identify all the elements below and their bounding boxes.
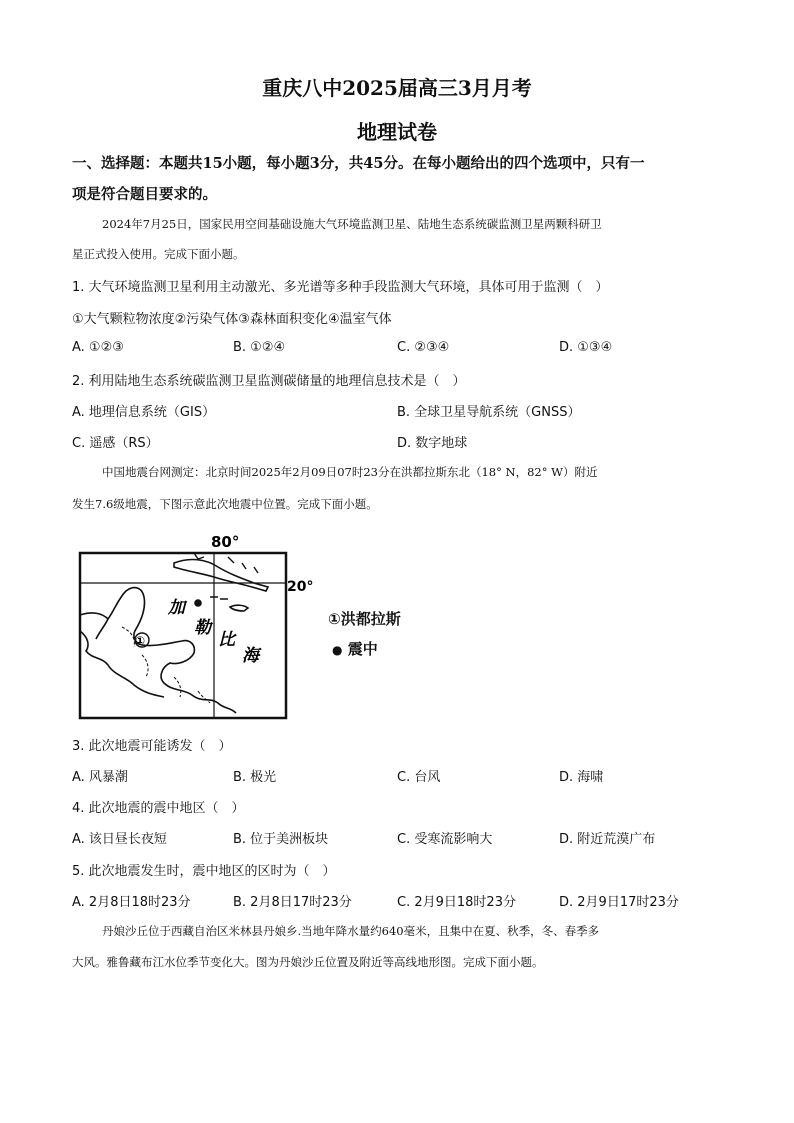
sea-char-3: 比: [218, 630, 235, 650]
passage1-line2: 星正式投入使用。完成下面小题。: [72, 247, 245, 261]
q3-option-b: B. 极光: [233, 770, 277, 785]
q5-option-b: B. 2月8日17时23分: [233, 895, 352, 910]
q4-option-b: B. 位于美洲板块: [233, 832, 329, 847]
legend-honduras: ①洪都拉斯: [328, 610, 401, 628]
q1-option-d: D. ①③④: [559, 340, 613, 355]
q1-option-b: B. ①②④: [233, 340, 286, 355]
q5-stem: 5. 此次地震发生时，震中地区的区时为（ ）: [72, 864, 336, 879]
q5-option-d: D. 2月9日17时23分: [559, 895, 679, 910]
q1-option-c: C. ②③④: [397, 340, 450, 355]
passage2-line2: 发生7.6级地震，下图示意此次地震中位置。完成下面小题。: [72, 497, 378, 511]
map-frame: [80, 553, 286, 718]
sea-char-2: 勒: [194, 618, 211, 638]
caribbean-earthquake-map: [78, 527, 314, 723]
q2-option-c: C. 遥感（RS）: [72, 436, 159, 451]
passage2-line1: 中国地震台网测定：北京时间2025年2月09日07时23分在洪都拉斯东北（18° N，82° W）附近: [102, 465, 598, 479]
exam-title: 重庆八中2025届高三3月月考: [262, 76, 532, 100]
q3-option-c: C. 台风: [397, 770, 441, 785]
q3-option-d: D. 海啸: [559, 770, 604, 785]
lon-80-label: 80°: [211, 533, 240, 551]
legend-epicenter-row: [332, 638, 378, 659]
q4-option-a: A. 该日昼长夜短: [72, 832, 167, 847]
q1-option-a: A. ①②③: [72, 340, 124, 355]
jamaica-island: [230, 605, 248, 611]
q1-stem: 1. 大气环境监测卫星利用主动激光、多光谱等多种手段监测大气环境，具体可用于监测（ ）: [72, 280, 609, 295]
section-heading-line1: 一、选择题：本题共15小题，每小题3分，共45分。在每小题给出的四个选项中，只有一: [72, 155, 645, 172]
q2-option-b: B. 全球卫星导航系统（GNSS）: [397, 405, 581, 420]
bahamas: [228, 557, 258, 573]
q2-option-a: A. 地理信息系统（GIS）: [72, 405, 216, 420]
exam-subtitle: 地理试卷: [357, 120, 437, 144]
lat-20-label: 20°: [287, 579, 314, 595]
q2-stem: 2. 利用陆地生态系统碳监测卫星监测碳储量的地理信息技术是（ ）: [72, 374, 466, 389]
section-heading-line2: 项是符合题目要求的。: [72, 186, 217, 203]
sea-char-4: 海: [242, 646, 259, 666]
q4-option-d: D. 附近荒漠广布: [559, 832, 656, 847]
q3-stem: 3. 此次地震可能诱发（ ）: [72, 739, 232, 754]
sea-char-1: 加: [168, 598, 185, 618]
passage1-line1: 2024年7月25日，国家民用空间基础设施大气环境监测卫星、陆地生态系统碳监测卫星两颗科研卫: [102, 217, 602, 231]
q1-items: ①大气颗粒物浓度②污染气体③森林面积变化④温室气体: [72, 312, 392, 327]
q3-option-a: A. 风暴潮: [72, 770, 128, 785]
passage3-line1: 丹娘沙丘位于西藏自治区米林县丹娘乡.当地年降水量约640毫米，且集中在夏、秋季，冬、春季多: [102, 924, 600, 938]
q5-option-c: C. 2月9日18时23分: [397, 895, 516, 910]
legend-epicenter-dot: ●: [332, 643, 343, 657]
cayman-islands: [210, 597, 228, 599]
epicenter-dot: [194, 599, 202, 607]
legend-epicenter-label: 震中: [347, 640, 378, 658]
q4-stem: 4. 此次地震的震中地区（ ）: [72, 801, 245, 816]
q2-option-d: D. 数字地球: [397, 436, 468, 451]
q4-option-c: C. 受寒流影响大: [397, 832, 493, 847]
central-america-coast: [80, 588, 236, 713]
passage3-line2: 大风。雅鲁藏布江水位季节变化大。图为丹娘沙丘位置及附近等高线地形图。完成下面小题。: [72, 955, 544, 969]
honduras-marker-label: ①: [135, 634, 146, 648]
cuba-island: [174, 560, 268, 591]
q5-option-a: A. 2月8日18时23分: [72, 895, 191, 910]
